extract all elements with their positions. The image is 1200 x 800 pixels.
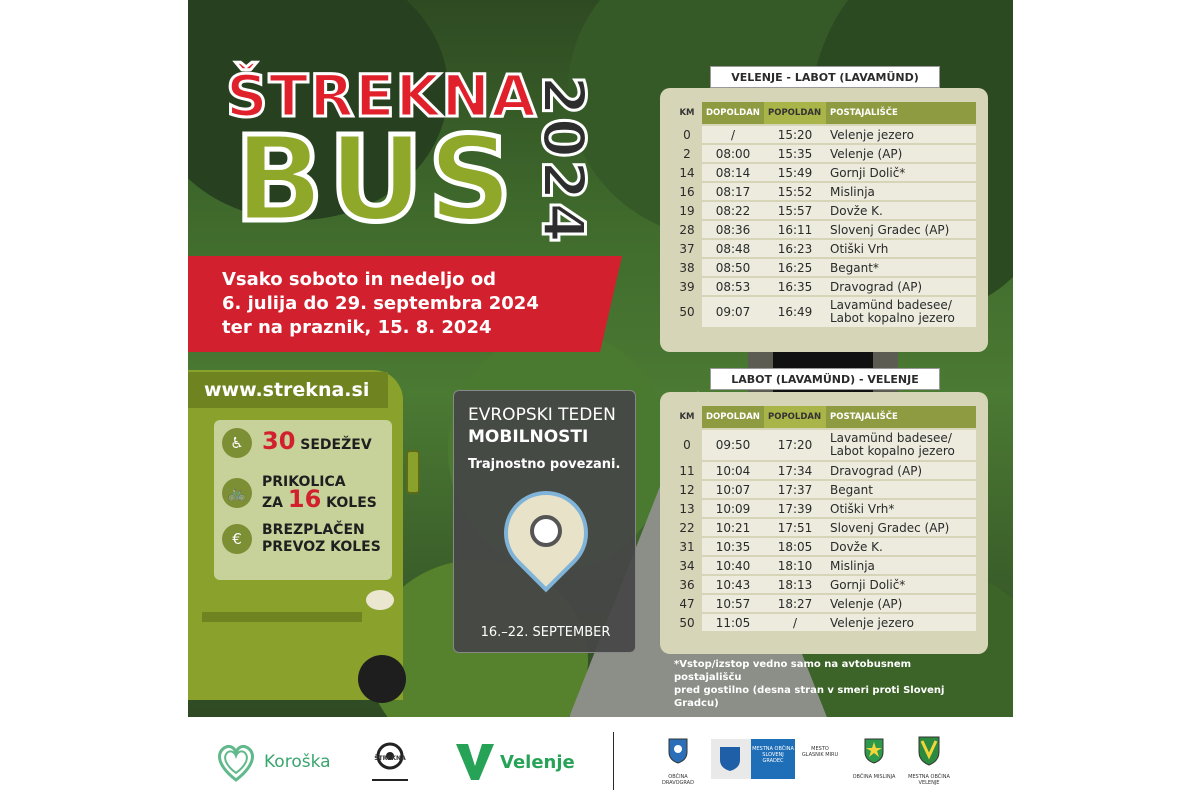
km-cell: 31 [679, 539, 695, 554]
km-cell: 11 [679, 463, 695, 478]
bus-wheel [358, 655, 406, 703]
morning-time-cell: 10:57 [702, 595, 764, 612]
afternoon-time-cell: 15:52 [764, 183, 826, 200]
stop-name: Mislinja [830, 558, 875, 573]
stop-cell [826, 557, 976, 574]
mobility-title-1: EVROPSKI TEDEN [468, 405, 616, 425]
afternoon-time-cell: 15:35 [764, 145, 826, 162]
morning-time-cell: 10:07 [702, 481, 764, 498]
morning-time-cell: 09:50 [702, 430, 764, 460]
timetable-row [672, 278, 976, 295]
stop-name-line-2: Labot kopalno jezero [830, 444, 955, 458]
km-cell: 19 [679, 203, 695, 218]
strekna-logo-text: ŠTREKNA [374, 755, 406, 762]
morning-time-cell: 08:36 [702, 221, 764, 238]
afternoon-time-cell: 16:49 [764, 297, 826, 327]
timetable-row [672, 164, 976, 181]
afternoon-time-cell: 16:25 [764, 259, 826, 276]
timetable-row [672, 430, 976, 460]
mestna-velenje-label: MESTNA OBČINA VELENJE [908, 774, 950, 786]
afternoon-time-cell: 18:13 [764, 576, 826, 593]
col-am: DOPOLDAN [702, 406, 764, 428]
feature-trailer-text [262, 474, 377, 512]
website-url[interactable]: www.strekna.si [188, 372, 388, 408]
trailer-number: 16 [287, 485, 322, 513]
afternoon-time-cell: 17:37 [764, 481, 826, 498]
stop-cell [826, 259, 976, 276]
timetable-row [672, 576, 976, 593]
trailer-line-2 [262, 485, 377, 513]
col-pm: POPOLDAN [764, 406, 826, 428]
km-cell: 22 [679, 520, 695, 535]
afternoon-time-cell: 17:20 [764, 430, 826, 460]
stop-name: Otiški Vrh* [830, 501, 895, 516]
bus-mirror [406, 450, 420, 494]
stop-cell [826, 430, 976, 460]
bike-trailer-icon: 🚲 [222, 478, 252, 508]
timetable-row [672, 221, 976, 238]
pin-center [530, 515, 562, 547]
stop-cell [826, 240, 976, 257]
timetable-row [672, 145, 976, 162]
stop-cell [826, 202, 976, 219]
stop-cell [826, 278, 976, 295]
footnote-line-2: pred gostilno (desna stran v smeri proti Slovenj Gradcu) [674, 685, 945, 709]
footnote [674, 658, 974, 710]
banner-line-2: 6. julija do 29. septembra 2024 [222, 293, 539, 314]
banner-line-1: Vsako soboto in nedeljo od [222, 269, 497, 290]
stop-cell [826, 481, 976, 498]
afternoon-time-cell: 15:20 [764, 126, 826, 143]
stop-cell [826, 538, 976, 555]
stop-cell [826, 519, 976, 536]
stop-name: Dovže K. [830, 203, 883, 218]
km-cell: 39 [679, 279, 695, 294]
feature-free-transport [222, 522, 381, 556]
timetable-row [672, 183, 976, 200]
col-pm: POPOLDAN [764, 102, 826, 124]
stop-name: Lavamünd badesee/ [830, 298, 952, 312]
stop-name: Velenje (AP) [830, 596, 903, 611]
stop-name: Mislinja [830, 184, 875, 199]
timetable-row [672, 519, 976, 536]
stop-name: Velenje (AP) [830, 146, 903, 161]
timetable-row [672, 595, 976, 612]
timetable-row [672, 462, 976, 479]
timetable-back-box [660, 392, 988, 654]
afternoon-time-cell: 18:27 [764, 595, 826, 612]
morning-time-cell: 08:22 [702, 202, 764, 219]
morning-time-cell: 11:05 [702, 614, 764, 631]
col-stop: POSTAJALIŠČE [826, 102, 976, 124]
km-cell: 37 [679, 241, 695, 256]
timetable-row [672, 126, 976, 143]
km-cell: 47 [679, 596, 695, 611]
stop-name: Lavamünd badesee/ [830, 431, 952, 445]
bus-grill [202, 612, 362, 622]
timetable-row [672, 538, 976, 555]
timetable-row [672, 297, 976, 327]
stop-name: Gornji Dolič* [830, 577, 906, 592]
morning-time-cell: 08:48 [702, 240, 764, 257]
stop-name: Velenje jezero [830, 615, 914, 630]
stop-cell [826, 462, 976, 479]
slovenj-gradec-label: MESTNA OBČINA SLOVENJ GRADEC [752, 746, 794, 764]
morning-time-cell: 08:00 [702, 145, 764, 162]
title-strekna: ŠTREKNA [226, 62, 537, 130]
timetable-row [672, 500, 976, 517]
stop-cell [826, 126, 976, 143]
seats-label: SEDEŽEV [300, 436, 372, 453]
afternoon-time-cell: 17:34 [764, 462, 826, 479]
stop-name: Gornji Dolič* [830, 165, 906, 180]
timetable-out-header [672, 102, 976, 124]
km-cell: 14 [679, 165, 695, 180]
free-line-2: PREVOZ KOLES [262, 539, 381, 555]
stop-cell [826, 145, 976, 162]
afternoon-time-cell: 18:05 [764, 538, 826, 555]
stop-cell [826, 500, 976, 517]
afternoon-time-cell: / [764, 614, 826, 631]
morning-time-cell: 10:09 [702, 500, 764, 517]
velenje-coat-of-arms-icon [918, 736, 940, 766]
feature-seats-text [262, 426, 372, 455]
stop-name: Dravograd (AP) [830, 463, 923, 478]
mobility-week-card [453, 390, 636, 653]
afternoon-time-cell: 16:35 [764, 278, 826, 295]
afternoon-time-cell: 15:49 [764, 164, 826, 181]
poster [188, 0, 1013, 717]
afternoon-time-cell: 17:39 [764, 500, 826, 517]
glasnik-miru-label: MESTO GLASNIK MIRU [801, 746, 839, 758]
km-cell: 28 [679, 222, 695, 237]
stop-name: Dovže K. [830, 539, 883, 554]
timetable-row [672, 614, 976, 631]
banner-text [222, 268, 539, 340]
stop-name: Otiški Vrh [830, 241, 889, 256]
mobility-title-2: MOBILNOSTI [468, 427, 589, 447]
footer-divider [613, 732, 614, 790]
footnote-line-1: *Vstop/izstop vedno samo na avtobusnem postajališču [674, 659, 912, 683]
year-text: 2024 [530, 74, 598, 245]
banner-line-3: ter na praznik, 15. 8. 2024 [222, 317, 492, 338]
date-banner [188, 256, 600, 352]
timetable-row [672, 202, 976, 219]
piggy-bank-icon: € [222, 524, 252, 554]
km-cell: 13 [679, 501, 695, 516]
morning-time-cell: 08:14 [702, 164, 764, 181]
km-cell: 34 [679, 558, 695, 573]
afternoon-time-cell: 16:23 [764, 240, 826, 257]
stop-cell [826, 595, 976, 612]
feature-free-text [262, 522, 381, 556]
timetable-back-title: LABOT (LAVAMÜND) - VELENJE [710, 368, 940, 390]
col-km: KM [672, 406, 702, 428]
timetable-out [672, 100, 976, 329]
morning-time-cell: 10:40 [702, 557, 764, 574]
stop-cell [826, 297, 976, 327]
velenje-logo-text: Velenje [500, 752, 575, 773]
morning-time-cell: 09:07 [702, 297, 764, 327]
km-cell: 50 [679, 615, 695, 630]
km-cell: 36 [679, 577, 695, 592]
timetable-out-box [660, 88, 988, 352]
footer-logos [188, 722, 1013, 800]
velenje-v-icon [454, 740, 496, 784]
mobility-dates: 16.–22. SEPTEMBER [480, 625, 611, 640]
slovenj-gradec-coat-of-arms-icon [719, 746, 741, 772]
stop-name: Begant* [830, 260, 879, 275]
km-cell: 2 [683, 146, 691, 161]
km-cell: 16 [679, 184, 695, 199]
morning-time-cell: 10:21 [702, 519, 764, 536]
afternoon-time-cell: 15:57 [764, 202, 826, 219]
trailer-line-1: PRIKOLICA [262, 474, 346, 490]
stop-name: Slovenj Gradec (AP) [830, 222, 950, 237]
col-stop: POSTAJALIŠČE [826, 406, 976, 428]
seats-number: 30 [262, 426, 296, 455]
afternoon-time-cell: 18:10 [764, 557, 826, 574]
dravograd-label: OBČINA DRAVOGRAD [662, 774, 694, 786]
morning-time-cell: 10:04 [702, 462, 764, 479]
morning-time-cell: 08:17 [702, 183, 764, 200]
morning-time-cell: 08:50 [702, 259, 764, 276]
mobility-tagline: Trajnostno povezani. [468, 457, 621, 472]
mislinja-coat-of-arms-icon [864, 738, 884, 764]
stop-cell [826, 221, 976, 238]
stop-name: Begant [830, 482, 873, 497]
stop-cell [826, 576, 976, 593]
feature-trailer [222, 474, 377, 512]
seat-icon: ♿ [222, 428, 252, 458]
morning-time-cell: 10:43 [702, 576, 764, 593]
timetable-back-header [672, 406, 976, 428]
feature-seats [222, 428, 372, 458]
morning-time-cell: / [702, 126, 764, 143]
trailer-suffix: KOLES [326, 495, 377, 511]
km-cell: 38 [679, 260, 695, 275]
km-cell: 50 [679, 304, 695, 319]
col-km: KM [672, 102, 702, 124]
stop-cell [826, 614, 976, 631]
timetable-row [672, 557, 976, 574]
stop-name: Velenje jezero [830, 127, 914, 142]
free-line-1: BREZPLAČEN [262, 522, 365, 538]
km-cell: 0 [683, 437, 691, 452]
stop-cell [826, 164, 976, 181]
morning-time-cell: 10:35 [702, 538, 764, 555]
afternoon-time-cell: 17:51 [764, 519, 826, 536]
stop-name: Slovenj Gradec (AP) [830, 520, 950, 535]
col-am: DOPOLDAN [702, 102, 764, 124]
afternoon-time-cell: 16:11 [764, 221, 826, 238]
km-cell: 0 [683, 127, 691, 142]
morning-time-cell: 08:53 [702, 278, 764, 295]
stop-name: Dravograd (AP) [830, 279, 923, 294]
dravograd-coat-of-arms-icon [668, 738, 688, 764]
timetable-row [672, 259, 976, 276]
koroska-logo-text: Koroška [264, 752, 331, 772]
title-year [530, 72, 598, 247]
koroska-heart-icon [214, 740, 258, 784]
stop-cell [826, 183, 976, 200]
timetable-out-title: VELENJE - LABOT (LAVAMÜND) [710, 66, 940, 88]
mislinja-label: OBČINA MISLINJA [852, 774, 896, 780]
timetable-row [672, 481, 976, 498]
trailer-prefix: ZA [262, 495, 283, 511]
timetable-back [672, 404, 976, 633]
title-bus: BUS [234, 110, 517, 248]
bus-headlight [366, 590, 394, 610]
timetable-row [672, 240, 976, 257]
km-cell: 12 [679, 482, 695, 497]
stop-name-line-2: Labot kopalno jezero [830, 311, 955, 325]
